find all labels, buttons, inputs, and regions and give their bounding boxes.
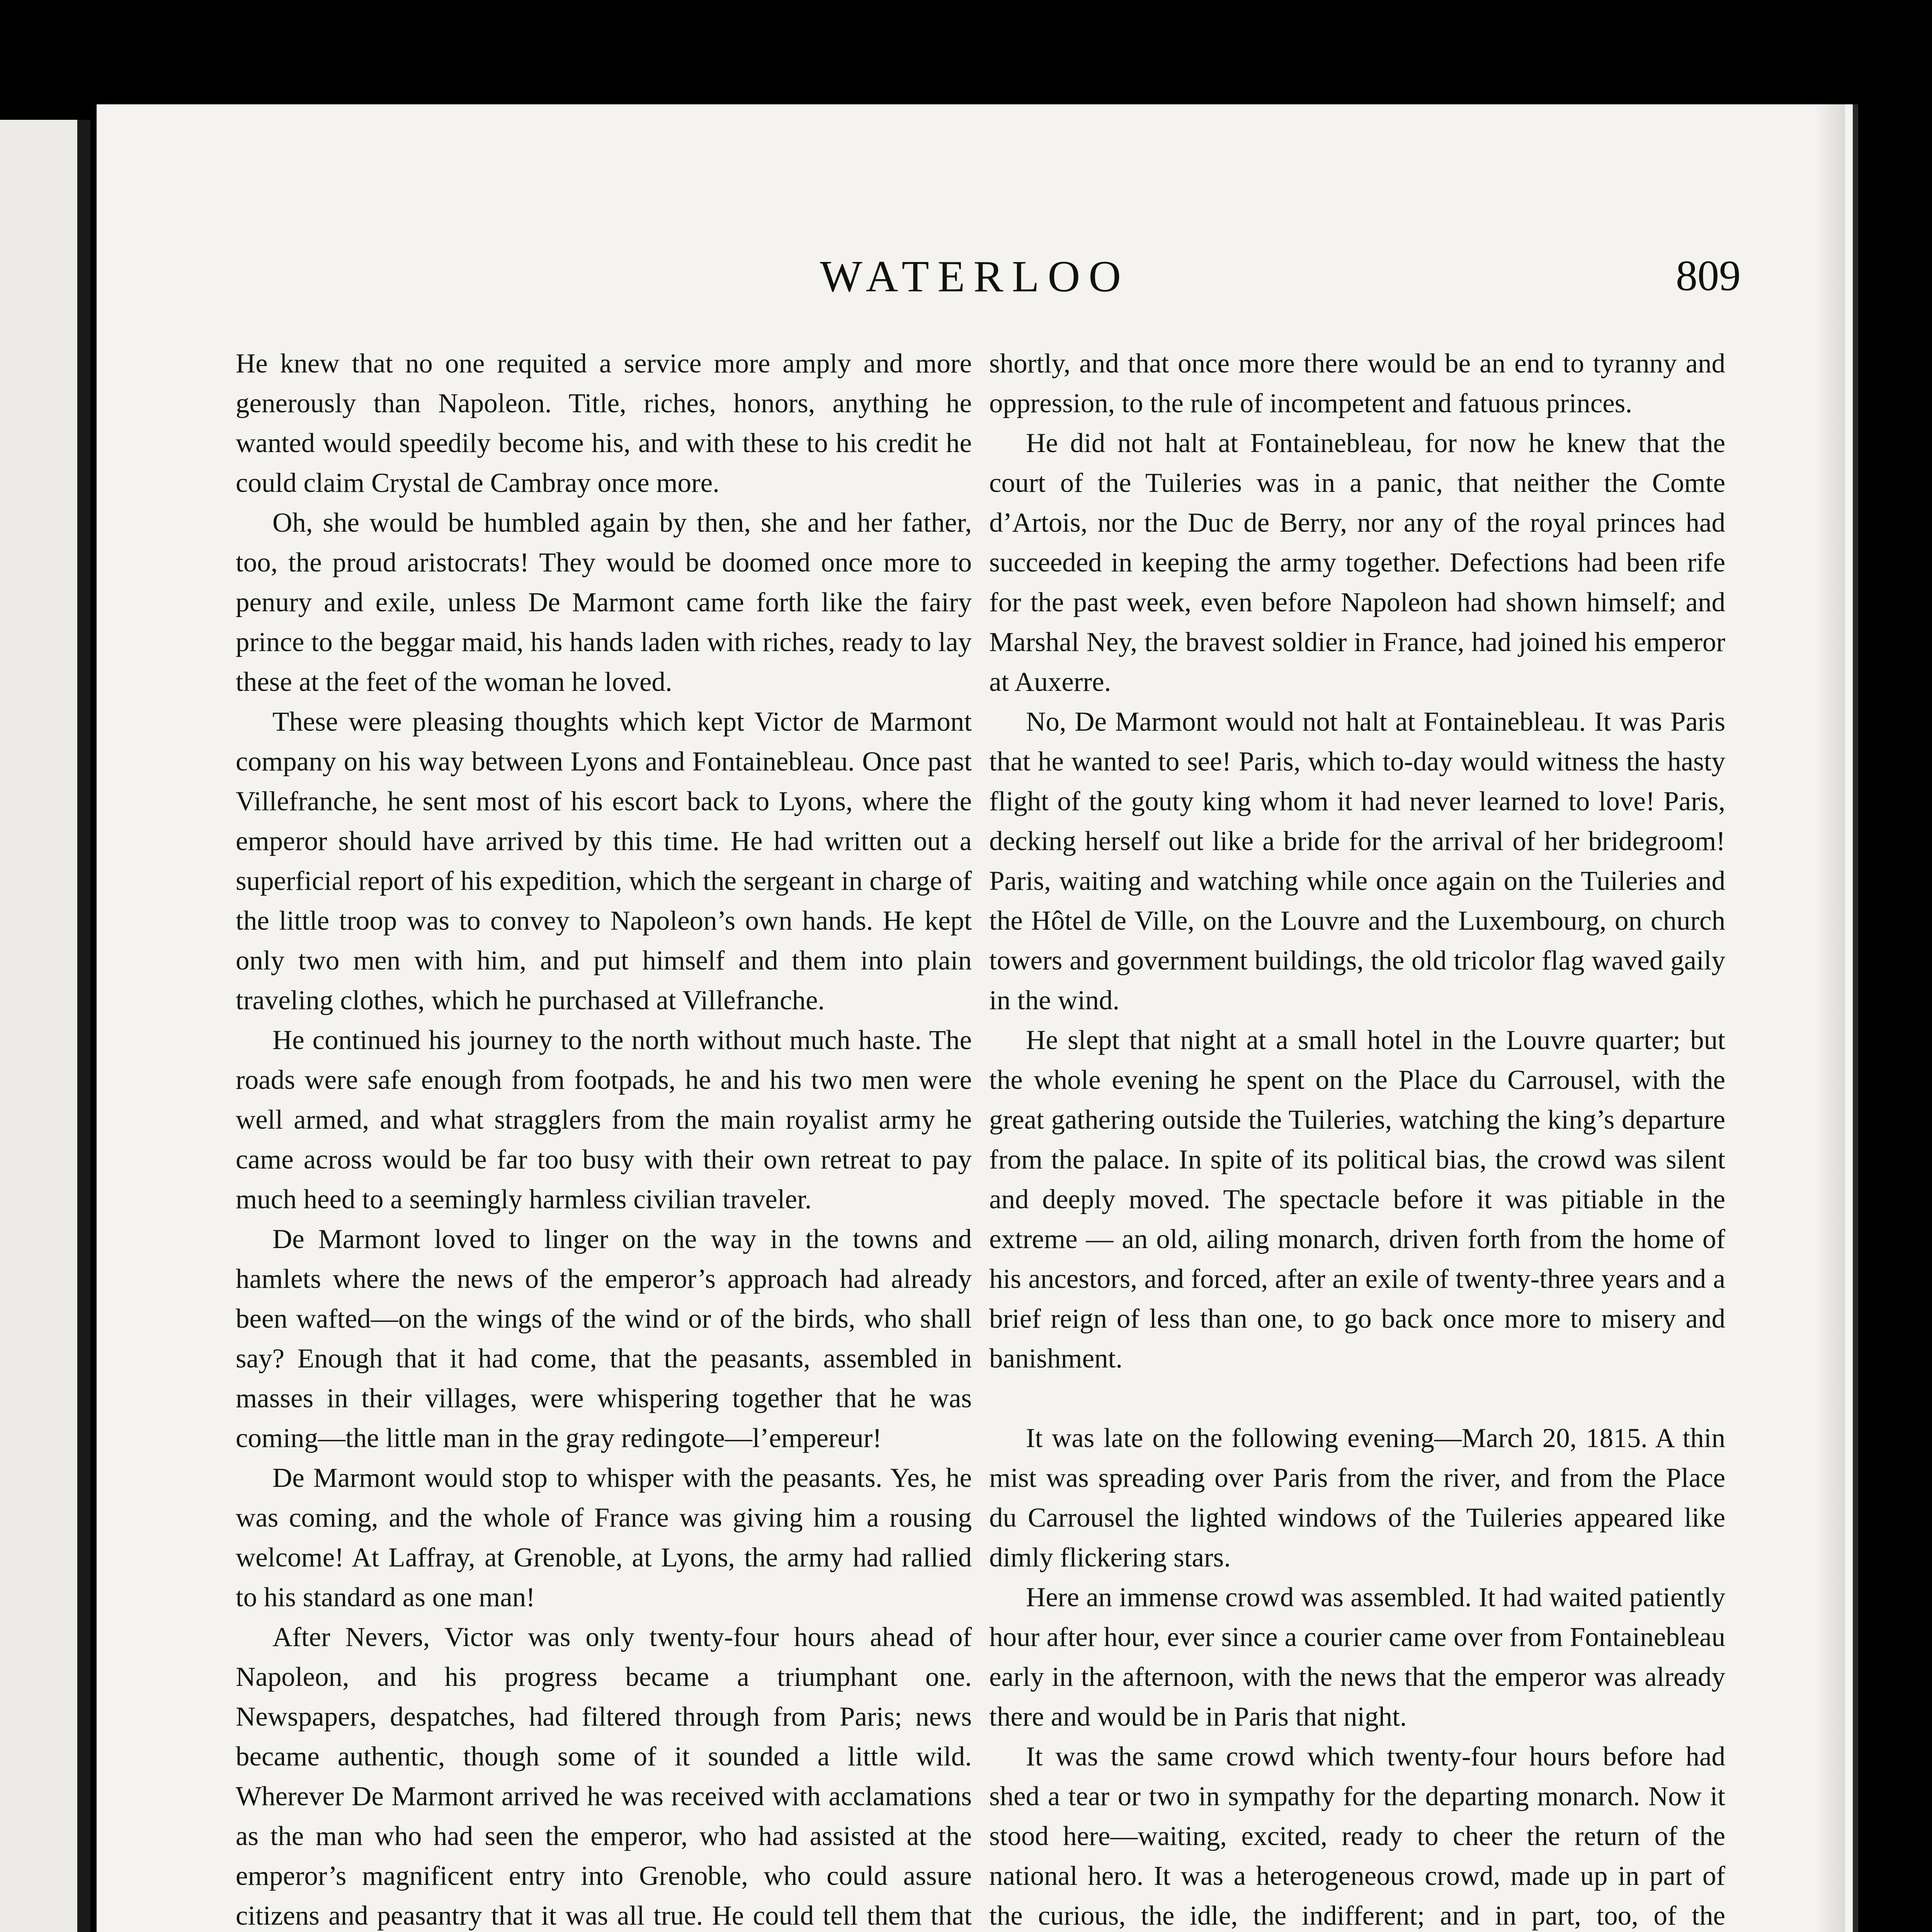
running-head [97, 251, 1853, 309]
paragraph: No, De Marmont would not halt at Fontainebleau. It was Paris that he wanted to see! Paris, which to-day would witness the hasty flight of the gouty king whom it had never learned to love! Paris, decking herself out like a bride for the arrival of her bridegroom! Paris, waiting and watching while once again on the Tuileries and the Hôtel de Ville, on the Louvre and the Luxembourg, on church towers and government buildings, the old tricolor flag waved gaily in the wind. [989, 707, 1725, 1015]
paragraph: He did not halt at Fontainebleau, for now he knew that the court of the Tuileries was in a panic, that neither the Comte d’Artois, nor the Duc de Berry, nor any of the royal princes had succeeded in keeping the army together. Defections had been rife for the past week, even before Napoleon had shown himself; and Marshal Ney, the bravest soldier in France, had joined his emperor at Auxerre. [989, 428, 1725, 697]
paragraph: It was late on the following evening—March 20, 1815. A thin mist was spreading over Paris from the river, and from the Place du Carrousel the lighted windows of the Tuileries appeared like dimly flickering stars. [989, 1423, 1725, 1573]
page-number: 809 [1676, 252, 1741, 300]
paragraph: It was the same crowd which twenty-four hours before had shed a tear or two in sympathy for the departing monarch. Now it stood here—waiting, excited, ready to cheer the return of the national hero. It was a heterogeneous crowd, made up in part of the curious, the idle, the indifferent; and in part, too, of the [989, 1742, 1725, 1931]
left-column [236, 344, 972, 1932]
paragraph: De Marmont would stop to whisper with the peasants. Yes, he was coming, and the whole of France was giving him a rousing welcome! At Laffray, at Grenoble, at Lyons, the army had rallied to his standard as one man! [236, 1463, 972, 1612]
running-title: WATERLOO [820, 252, 1130, 301]
paragraph: Here an immense crowd was assembled. It had waited patiently hour after hour, ever since a courier came over from Fontainebleau early in the afternoon, with the news that the emperor was already there and would be in Paris that night. [989, 1582, 1725, 1732]
paragraph: He continued his journey to the north without much haste. The roads were safe enough from footpads, he and his two men were well armed, and what stragglers from the main royalist army he came across would be far too busy with their own retreat to pay much heed to a seemingly harmless civilian traveler. [236, 1025, 972, 1214]
paragraph: These were pleasing thoughts which kept Victor de Marmont company on his way between Lyons and Fontainebleau. Once past Villefranche, he sent most of his escort back to Lyons, where the emperor should have arrived by this time. He had written out a superficial report of his expedition, which the sergeant in charge of the little troop was to convey to Napoleon’s own hands. He kept only two men with him, and put himself and them into plain traveling clothes, which he purchased at Villefranche. [236, 707, 972, 1015]
book-page [97, 104, 1858, 1932]
paragraph: He slept that night at a small hotel in the Louvre quarter; but the whole evening he spent on the Place du Carrousel, with the great gathering outside the Tuileries, watching the king’s departure from the palace. In spite of its political bias, the crowd was silent and deeply moved. The spectacle before it was pitiable in the extreme — an old, ailing monarch, driven forth from the home of his ancestors, and forced, after an exile of twenty-three years and a brief reign of less than one, to go back once more to misery and banishment. [989, 1025, 1725, 1374]
section-break [989, 1379, 1725, 1418]
paragraph: Oh, she would be humbled again by then, she and her father, too, the proud aristocrats! They would be doomed once more to penury and exile, unless De Marmont came forth like the fairy prince to the beggar maid, his hands laden with riches, ready to lay these at the feet of the woman he loved. [236, 508, 972, 697]
paragraph: De Marmont loved to linger on the way in the towns and hamlets where the news of the emperor’s approach had already been wafted—on the wings of the wind or of the birds, who shall say? Enough that it had come, that the peasants, assembled in masses in their villages, were whispering together that he was coming—the little man in the gray redingote—l’empereur! [236, 1224, 972, 1453]
right-column [989, 344, 1725, 1932]
paragraph: He knew that no one requited a service more amply and more generously than Napoleon. Title, riches, honors, anything he wanted would speedily become his, and with these to his credit he could claim Crystal de Cambray once more. [236, 349, 972, 498]
page-gutter-shadow [1814, 104, 1845, 1932]
previous-page-edge [0, 120, 90, 1932]
paragraph: After Nevers, Victor was only twenty-four hours ahead of Napoleon, and his progress became a triumphant one. Newspapers, despatches, had filtered through from Paris; news became authentic, though some of it sounded a little wild. Wherever De Marmont arrived he was received with acclamations as the man who had seen the emperor, who had assisted at the emperor’s magnificent entry into Grenoble, who could assure citizens and peasantry that it was all true. He could tell them that [236, 1622, 972, 1931]
paragraph: shortly, and that once more there would be an end to tyranny and oppression, to the rule of incompetent and fatuous princes. [989, 349, 1725, 418]
